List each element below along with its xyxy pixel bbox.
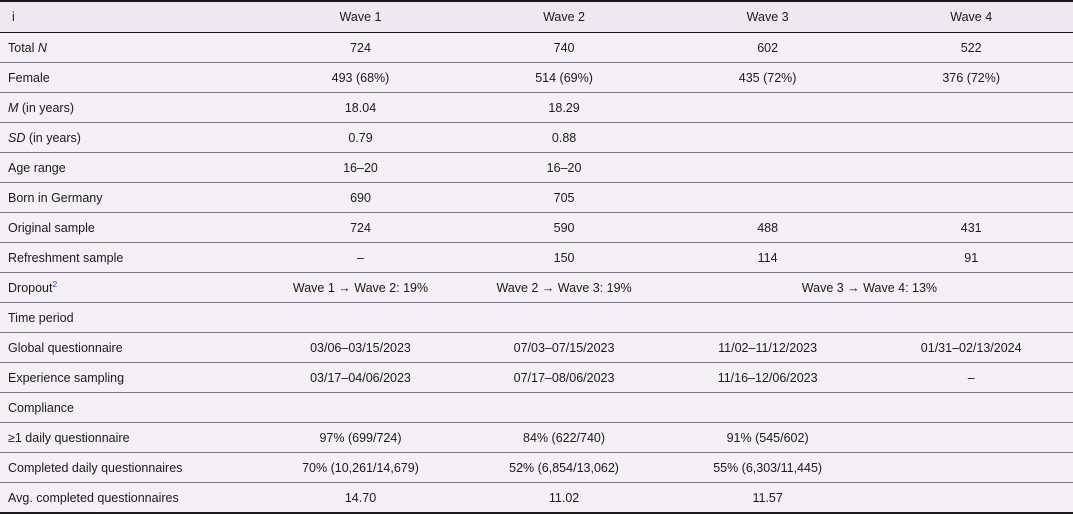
table-row <box>0 453 1073 483</box>
row-value: 705 <box>462 183 666 213</box>
column-header-0: i <box>0 1 259 33</box>
row-value: 11.02 <box>462 483 666 514</box>
row-value: 740 <box>462 33 666 63</box>
row-value: 435 (72%) <box>666 63 870 93</box>
row-value: 431 <box>869 213 1073 243</box>
section-header-label: Compliance <box>0 393 259 423</box>
row-value: 514 (69%) <box>462 63 666 93</box>
row-value <box>869 483 1073 514</box>
section-header-label: Time period <box>0 303 259 333</box>
dropout-value: Wave 3 → Wave 4: 13% <box>666 273 1073 303</box>
empty-cell <box>259 393 463 423</box>
table-row <box>0 183 1073 213</box>
empty-cell <box>869 393 1073 423</box>
row-value <box>869 123 1073 153</box>
table-row <box>0 33 1073 63</box>
row-value: 724 <box>259 213 463 243</box>
row-label: SD (in years) <box>0 123 259 153</box>
row-value: 55% (6,303/11,445) <box>666 453 870 483</box>
empty-cell <box>462 393 666 423</box>
row-value: 11/02–11/12/2023 <box>666 333 870 363</box>
table-row <box>0 333 1073 363</box>
column-header-3: Wave 3 <box>666 1 870 33</box>
table-row <box>0 93 1073 123</box>
row-value: – <box>869 363 1073 393</box>
row-value: 07/17–08/06/2023 <box>462 363 666 393</box>
table-row <box>0 483 1073 514</box>
row-value: 114 <box>666 243 870 273</box>
section-header-row <box>0 303 1073 333</box>
row-value <box>666 123 870 153</box>
row-value: 03/06–03/15/2023 <box>259 333 463 363</box>
row-value: 52% (6,854/13,062) <box>462 453 666 483</box>
row-value: 724 <box>259 33 463 63</box>
table-header-row <box>0 1 1073 33</box>
empty-cell <box>462 303 666 333</box>
row-value: 18.29 <box>462 93 666 123</box>
column-header-2: Wave 2 <box>462 1 666 33</box>
row-label <box>0 273 259 303</box>
row-label: Age range <box>0 153 259 183</box>
row-value <box>666 93 870 123</box>
row-value: 150 <box>462 243 666 273</box>
row-value <box>666 183 870 213</box>
footnote-marker: 2 <box>52 279 58 290</box>
table-row <box>0 123 1073 153</box>
row-value: 16–20 <box>259 153 463 183</box>
section-header-row <box>0 393 1073 423</box>
row-label: Avg. completed questionnaires <box>0 483 259 514</box>
dropout-value: Wave 1 → Wave 2: 19% <box>259 273 463 303</box>
row-value: – <box>259 243 463 273</box>
row-value: 590 <box>462 213 666 243</box>
row-value: 602 <box>666 33 870 63</box>
row-label: Completed daily questionnaires <box>0 453 259 483</box>
dropout-row <box>0 273 1073 303</box>
row-value: 690 <box>259 183 463 213</box>
row-label: Global questionnaire <box>0 333 259 363</box>
empty-cell <box>666 303 870 333</box>
row-value: 18.04 <box>259 93 463 123</box>
table-row <box>0 423 1073 453</box>
row-value: 0.88 <box>462 123 666 153</box>
row-value <box>869 453 1073 483</box>
table-row <box>0 363 1073 393</box>
row-value: 14.70 <box>259 483 463 514</box>
row-value: 522 <box>869 33 1073 63</box>
row-value <box>666 153 870 183</box>
row-value <box>869 423 1073 453</box>
row-value: 70% (10,261/14,679) <box>259 453 463 483</box>
table-row <box>0 153 1073 183</box>
row-label: Experience sampling <box>0 363 259 393</box>
row-value: 84% (622/740) <box>462 423 666 453</box>
row-value: 91 <box>869 243 1073 273</box>
row-value: 493 (68%) <box>259 63 463 93</box>
dropout-value: Wave 2 → Wave 3: 19% <box>462 273 666 303</box>
empty-cell <box>259 303 463 333</box>
row-value <box>869 183 1073 213</box>
row-label: Original sample <box>0 213 259 243</box>
row-value: 11/16–12/06/2023 <box>666 363 870 393</box>
row-label: Female <box>0 63 259 93</box>
row-value: 01/31–02/13/2024 <box>869 333 1073 363</box>
row-label: Refreshment sample <box>0 243 259 273</box>
row-value <box>869 153 1073 183</box>
row-label: M (in years) <box>0 93 259 123</box>
table-row <box>0 243 1073 273</box>
row-label: Born in Germany <box>0 183 259 213</box>
table-row <box>0 213 1073 243</box>
dropout-label: Dropout <box>8 281 53 296</box>
row-value: 11.57 <box>666 483 870 514</box>
column-header-4: Wave 4 <box>869 1 1073 33</box>
row-value: 376 (72%) <box>869 63 1073 93</box>
row-value: 03/17–04/06/2023 <box>259 363 463 393</box>
row-value: 07/03–07/15/2023 <box>462 333 666 363</box>
row-value: 91% (545/602) <box>666 423 870 453</box>
empty-cell <box>869 303 1073 333</box>
column-header-1: Wave 1 <box>259 1 463 33</box>
table-row <box>0 63 1073 93</box>
row-value: 97% (699/724) <box>259 423 463 453</box>
row-value: 16–20 <box>462 153 666 183</box>
row-value <box>869 93 1073 123</box>
row-label: ≥1 daily questionnaire <box>0 423 259 453</box>
empty-cell <box>666 393 870 423</box>
row-value: 0.79 <box>259 123 463 153</box>
row-label: Total N <box>0 33 259 63</box>
row-value: 488 <box>666 213 870 243</box>
